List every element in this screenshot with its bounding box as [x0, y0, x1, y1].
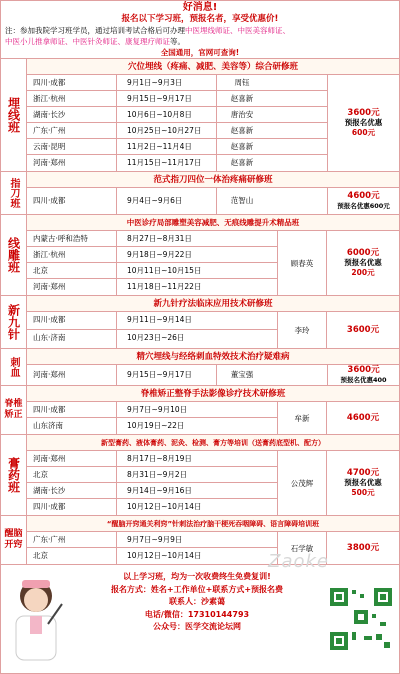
teacher-name: 顾春英	[277, 231, 327, 295]
section-label: 脊椎矫正	[1, 386, 27, 434]
headline: 好消息!	[182, 2, 218, 13]
teacher-name: 牟新	[277, 402, 327, 434]
table-row: 四川·成都 9月1日~9月3日 周钰	[27, 75, 327, 91]
table-row: 山东·济南 10月23日~26日	[27, 330, 277, 348]
teacher-name: 李玲	[277, 312, 327, 348]
table-row: 湖南·长沙 9月14日~9月16日	[27, 483, 277, 499]
doctor-icon	[8, 574, 64, 664]
section-title: “醒脑开窍通关利窍”针刺法治疗脑干梗死吞咽障碍、语言障碍培训班	[27, 516, 399, 532]
table-row: 北京 10月11日~10月15日	[27, 263, 277, 279]
table-row: 山东济南 10月19日~22日	[27, 418, 277, 434]
qr-code-icon	[328, 586, 394, 652]
table-row: 四川·成都 9月7日~9月10日	[27, 402, 277, 418]
table-row: 河南·郑州 9月15日~9月17日 董宝强	[27, 365, 327, 385]
table-row: 广东·广州 9月7日~9月9日	[27, 532, 277, 548]
qr-code	[323, 565, 399, 673]
section-xinjiuzhen	[1, 296, 399, 349]
section-label: 醒脑开窍	[1, 516, 27, 564]
table-row: 河南·郑州 11月15日~11月17日 赵喜新	[27, 155, 327, 171]
teacher-name: 公茂辉	[277, 451, 327, 515]
section-cixue	[1, 349, 399, 386]
price-box: 3600元	[346, 325, 380, 335]
section-label: 线雕班	[1, 215, 27, 295]
table-row: 北京 8月31日~9月2日	[27, 467, 277, 483]
table-row: 浙江·杭州 9月18日~9月22日	[27, 247, 277, 263]
table-row: 河南·郑州 8月17日~8月19日	[27, 451, 277, 467]
section-zhidao	[1, 172, 399, 215]
price-box: 3600元 预报名优惠400	[327, 365, 399, 385]
cert-note: 注：参加我院学习班学员，通过培训考试合格后可办理中医埋线师证、中医美容师证、 中医小儿推拿师证、中医针灸师证、康复理疗师证等。 全国通用，官网可查询!	[5, 26, 290, 57]
table-row: 云南·昆明 11月2日~11月4日 赵喜新	[27, 139, 327, 155]
section-title: 新九针疗法临床应用技术研修班	[27, 296, 399, 312]
table-row: 四川·成都 9月4日~9月6日 范智山	[27, 188, 327, 214]
header	[1, 1, 399, 59]
section-title: 精穴埋线与经络刺血特效技术治疗疑难病	[27, 349, 399, 365]
section-title: 中医诊疗局部雕塑美容减肥、无痕线雕提升术精品班	[27, 215, 399, 231]
table-row: 广东·广州 10月25日~10月27日 赵喜新	[27, 123, 327, 139]
table-row: 浙江·杭州 9月15日~9月17日 赵喜新	[27, 91, 327, 107]
section-label: 刺血	[1, 349, 27, 385]
section-title: 新型膏药、液体膏药、泥灸、检测、膏方等培训（送膏药底型机、配方）	[27, 435, 399, 451]
promo-line: 报名以下学习班，预报名者，享受优惠价!	[121, 14, 279, 24]
price-box: 4700元 预报名优惠 500元	[344, 468, 382, 497]
section-xingnao	[1, 516, 399, 565]
section-label: 新九针	[1, 296, 27, 348]
section-title: 脊椎矫正整脊手法影像诊疗技术研修班	[27, 386, 399, 402]
teacher-name: 石学敏	[277, 532, 327, 564]
table-row: 内蒙古·呼和浩特 8月27日~8月31日	[27, 231, 277, 247]
section-label: 埋线班	[1, 59, 27, 171]
doctor-avatar	[1, 565, 71, 673]
section-gaoyao	[1, 435, 399, 516]
price-box: 3600元 预报名优惠 600元	[327, 75, 399, 171]
section-title: 穴位埋线（疼痛、减肥、美容等）综合研修班	[27, 59, 399, 75]
section-label: 指刀班	[1, 172, 27, 214]
price-box: 3800元	[346, 543, 380, 553]
table-row: 湖南·长沙 10月6日~10月8日 唐治安	[27, 107, 327, 123]
watermark: Zaoke	[268, 551, 329, 572]
section-xiandiao	[1, 215, 399, 296]
table-row: 四川·成都 10月12日~10月14日	[27, 499, 277, 515]
table-row: 河南·郑州 11月18日~11月22日	[27, 279, 277, 295]
contact-info: 以上学习班，均为一次收费终生免费复训! 报名方式：姓名+工作单位+联系方式+预报名费 联系人：沙素蔼 电话/微信：17310144793 公众号：医学交流论坛网	[110, 572, 284, 631]
section-label: 膏药班	[1, 435, 27, 515]
section-maixian	[1, 59, 399, 172]
price-box: 4600元	[346, 413, 380, 423]
price-box: 6000元 预报名优惠 200元	[344, 248, 382, 277]
table-row: 四川·成都 9月11日~9月14日	[27, 312, 277, 330]
table-row: 北京 10月12日~10月14日	[27, 548, 277, 564]
price-box: 4600元 预报名优惠600元	[327, 188, 399, 214]
section-jizhui	[1, 386, 399, 435]
section-title: 范式指刀四位一体治疼痛研修班	[27, 172, 399, 188]
